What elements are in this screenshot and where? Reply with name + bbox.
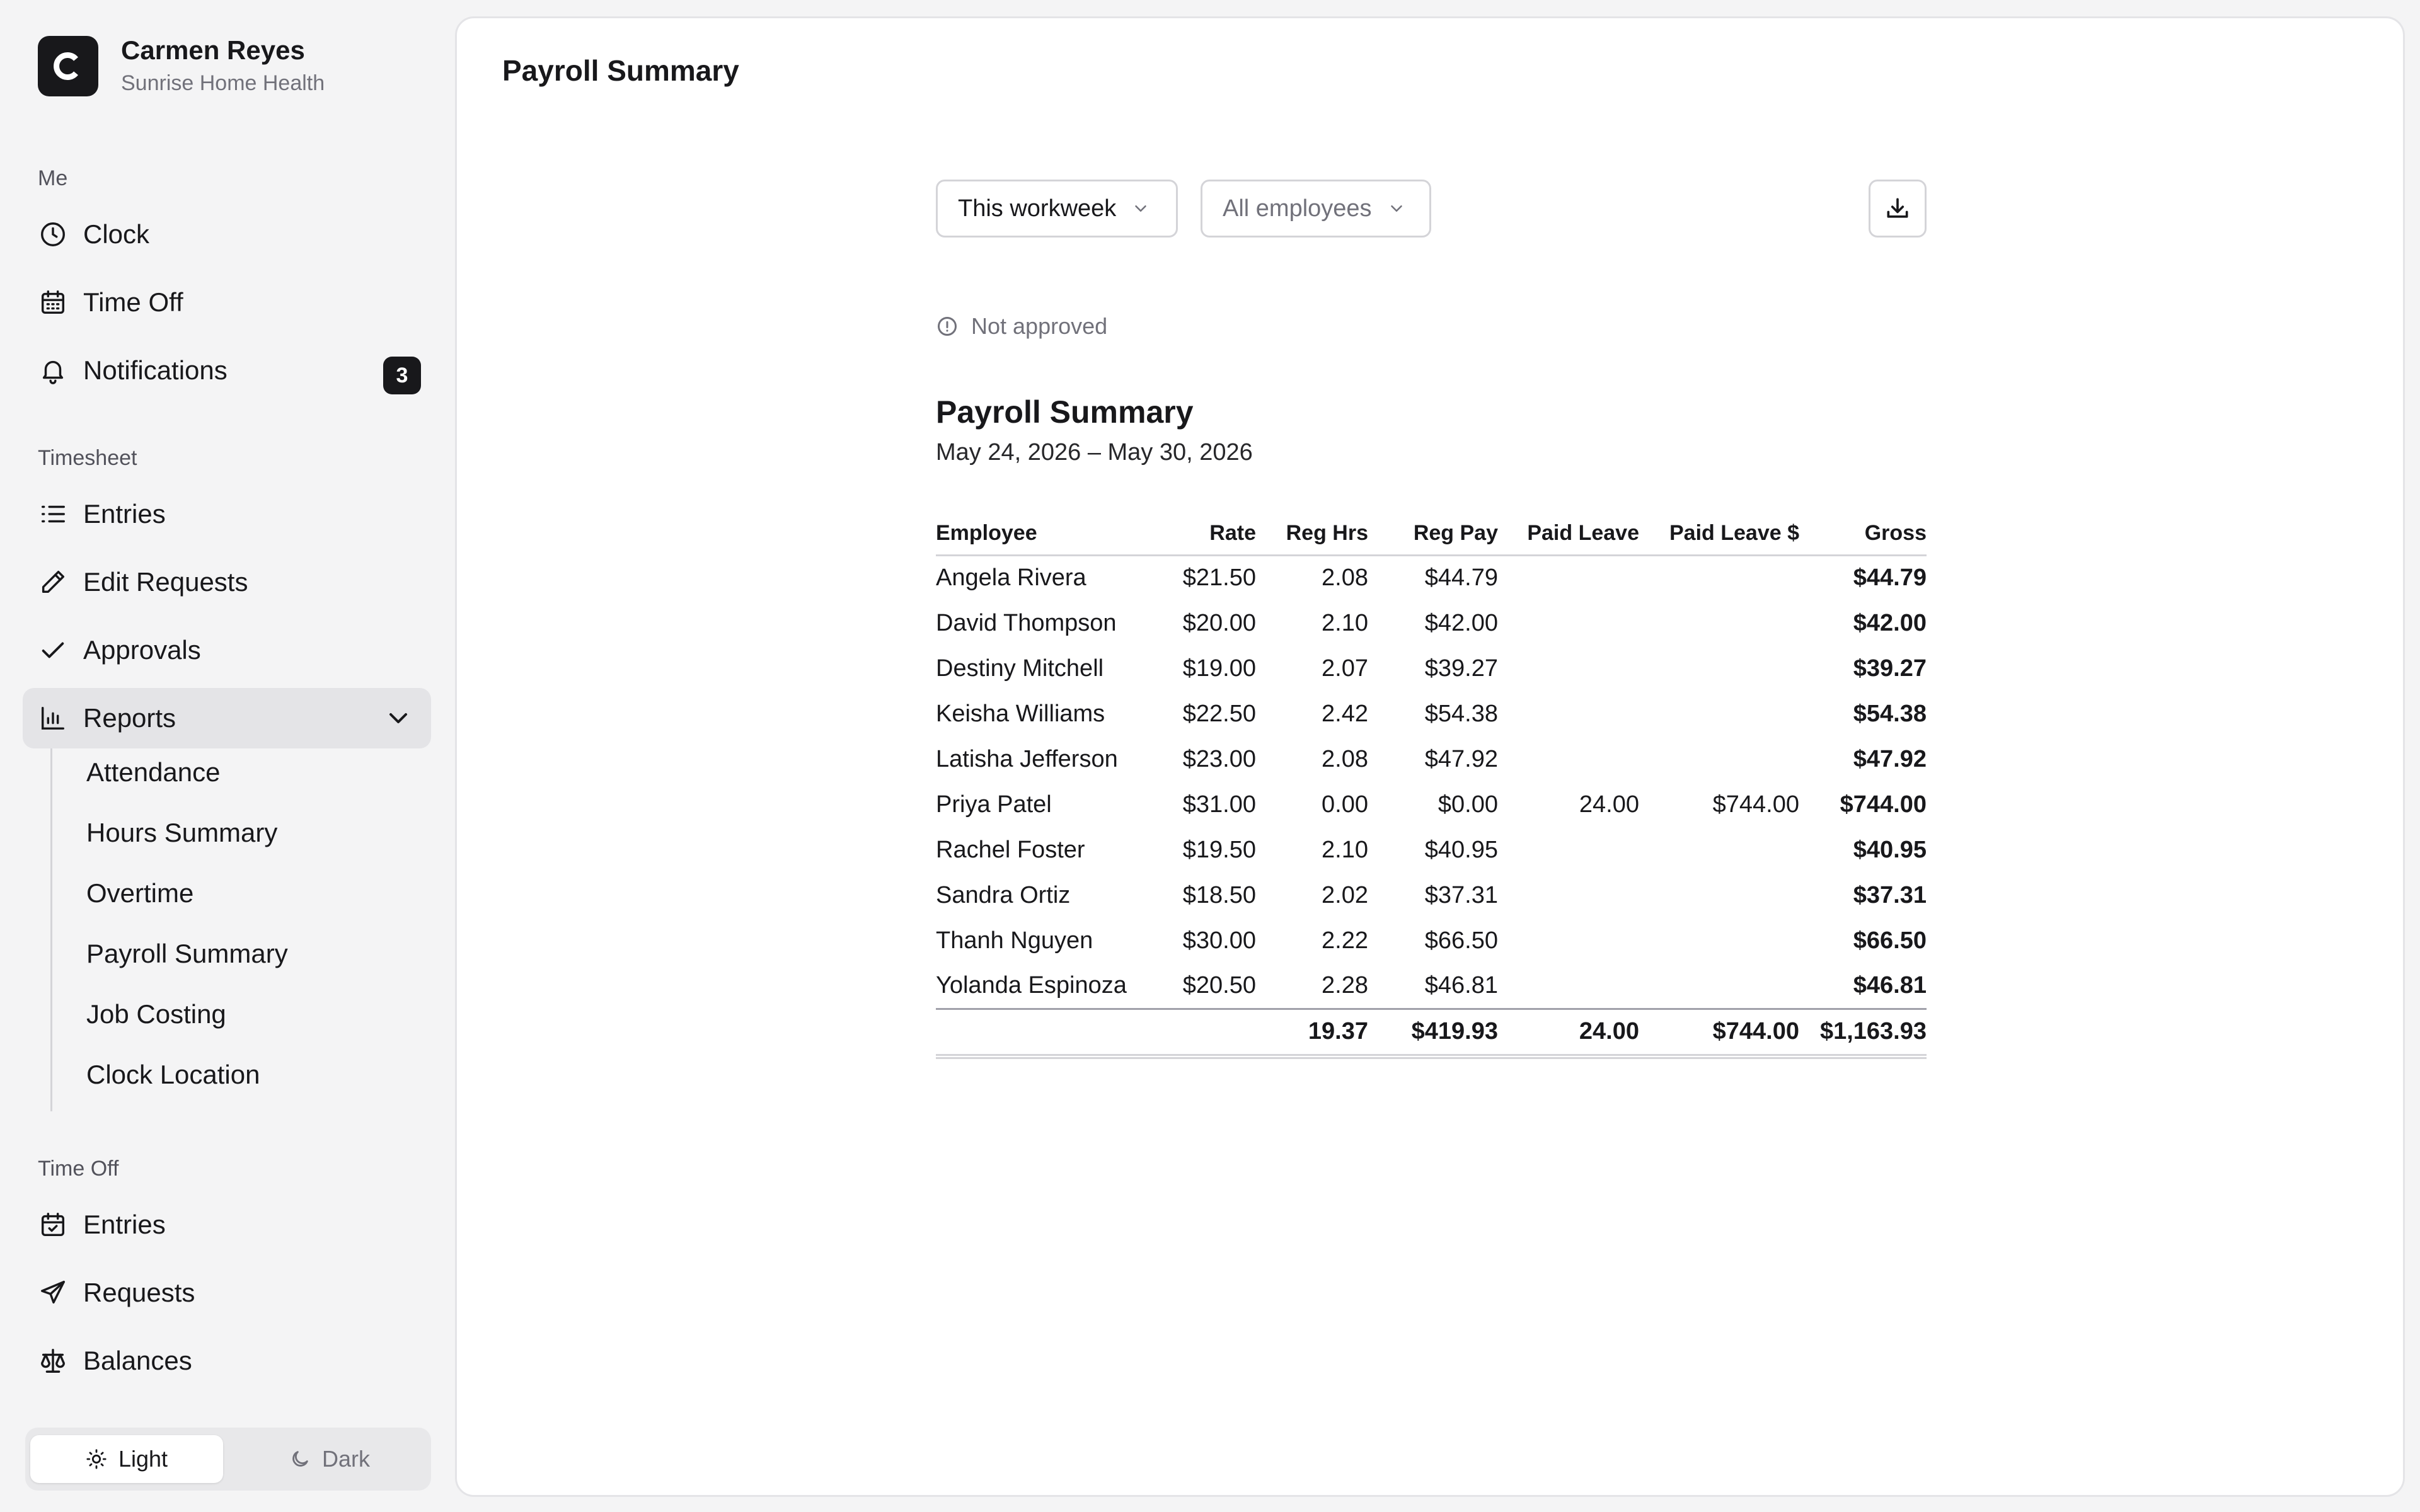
table-cell: $46.81 bbox=[1424, 971, 1498, 999]
nav-item-label: Clock bbox=[83, 219, 150, 249]
table-cell: $31.00 bbox=[1182, 791, 1256, 818]
totals-row bbox=[936, 1009, 1927, 1057]
table-cell bbox=[1498, 963, 1639, 1009]
user-name: Carmen Reyes bbox=[121, 35, 305, 65]
totals-cell bbox=[936, 1009, 1150, 1057]
table-cell: Priya Patel bbox=[936, 791, 1052, 818]
totals-cell: $1,163.93 bbox=[1799, 1009, 1927, 1057]
nav-item-label: Approvals bbox=[83, 635, 201, 665]
alert-circle-icon bbox=[936, 315, 959, 338]
table-row bbox=[936, 736, 1927, 782]
main-content bbox=[455, 16, 2405, 1497]
theme-light-button[interactable] bbox=[30, 1435, 223, 1483]
table-cell: $0.00 bbox=[1438, 791, 1498, 818]
nav-item-reports[interactable] bbox=[23, 688, 431, 748]
theme-dark-button[interactable] bbox=[233, 1435, 426, 1483]
check-icon bbox=[38, 635, 68, 665]
section-label-timesheet: Timesheet bbox=[38, 446, 137, 470]
table-cell: $66.50 bbox=[1853, 927, 1927, 954]
nav-item-timeoff-balances[interactable] bbox=[23, 1331, 431, 1391]
nav-item-label: Balances bbox=[83, 1346, 192, 1375]
nav-item-timeoff-requests[interactable] bbox=[23, 1263, 431, 1323]
table-cell: 2.07 bbox=[1322, 655, 1368, 682]
org-name: Sunrise Home Health bbox=[121, 71, 325, 95]
table-cell: 2.10 bbox=[1322, 836, 1368, 863]
table-cell bbox=[1639, 646, 1799, 691]
notification-count-badge: 3 bbox=[383, 357, 421, 394]
account-header[interactable] bbox=[38, 34, 325, 98]
totals-cell: 24.00 bbox=[1498, 1009, 1639, 1057]
report-title: Payroll Summary bbox=[936, 394, 1194, 430]
nav-item-edit-requests[interactable] bbox=[23, 552, 431, 612]
column-header: Employee bbox=[936, 512, 1150, 555]
table-cell: $21.50 bbox=[1182, 564, 1256, 592]
table-row bbox=[936, 782, 1927, 827]
bell-icon bbox=[38, 355, 68, 386]
table-row bbox=[936, 827, 1927, 873]
table-cell: $40.95 bbox=[1853, 836, 1927, 863]
table-cell: $20.00 bbox=[1182, 609, 1256, 636]
table-cell bbox=[1639, 691, 1799, 736]
table-cell: $20.50 bbox=[1182, 971, 1256, 999]
table-row bbox=[936, 600, 1927, 646]
theme-dark-label: Dark bbox=[321, 1446, 370, 1472]
totals-cell: $744.00 bbox=[1639, 1009, 1799, 1057]
calendar-icon bbox=[38, 287, 68, 318]
table-cell bbox=[1639, 555, 1799, 600]
employee-select-value: All employees bbox=[1223, 195, 1372, 222]
table-cell bbox=[1639, 827, 1799, 873]
table-row bbox=[936, 646, 1927, 691]
column-header: Reg Hrs bbox=[1256, 512, 1368, 555]
table-cell: Yolanda Espinoza bbox=[936, 971, 1127, 999]
theme-light-label: Light bbox=[118, 1446, 168, 1472]
table-cell: 2.28 bbox=[1322, 971, 1368, 999]
table-row bbox=[936, 963, 1927, 1009]
table-cell: $40.95 bbox=[1424, 836, 1498, 863]
nav-item-time-off[interactable] bbox=[23, 272, 431, 333]
table-cell bbox=[1639, 873, 1799, 918]
nav-item-clock[interactable] bbox=[23, 204, 431, 265]
table-cell bbox=[1639, 736, 1799, 782]
table-cell: $54.38 bbox=[1424, 700, 1498, 727]
table-row bbox=[936, 555, 1927, 600]
table-cell: Sandra Ortiz bbox=[936, 881, 1071, 908]
totals-cell: 19.37 bbox=[1256, 1009, 1368, 1057]
table-cell: 0.00 bbox=[1322, 791, 1368, 818]
chevron-down-icon bbox=[1387, 199, 1406, 218]
reports-subnav bbox=[50, 748, 431, 1111]
table-cell: $37.31 bbox=[1853, 881, 1927, 908]
table-cell bbox=[1498, 555, 1639, 600]
table-cell: Latisha Jefferson bbox=[936, 745, 1118, 772]
bar-chart-icon bbox=[38, 703, 68, 733]
table-cell: $744.00 bbox=[1840, 791, 1927, 818]
table-cell: $54.38 bbox=[1853, 700, 1927, 727]
subnav-item-payroll-summary[interactable]: Payroll Summary bbox=[86, 939, 288, 968]
table-cell: Thanh Nguyen bbox=[936, 927, 1093, 954]
nav-item-label: Requests bbox=[83, 1278, 195, 1307]
theme-toggle bbox=[25, 1428, 431, 1491]
company-logo bbox=[38, 36, 98, 96]
table-cell: $42.00 bbox=[1424, 609, 1498, 636]
scale-icon bbox=[38, 1346, 68, 1376]
table-cell: $39.27 bbox=[1853, 655, 1927, 682]
table-cell: 2.42 bbox=[1322, 700, 1368, 727]
table-cell: $47.92 bbox=[1424, 745, 1498, 772]
sidebar bbox=[0, 0, 454, 1512]
table-cell: $19.50 bbox=[1182, 836, 1256, 863]
report-date-range: May 24, 2026 – May 30, 2026 bbox=[936, 439, 1253, 466]
table-row bbox=[936, 873, 1927, 918]
table-cell: $66.50 bbox=[1424, 927, 1498, 954]
table-cell bbox=[1498, 873, 1639, 918]
table-cell bbox=[1639, 918, 1799, 963]
subnav-item-clock-location[interactable]: Clock Location bbox=[86, 1060, 260, 1089]
subnav-item-overtime[interactable]: Overtime bbox=[86, 878, 194, 908]
nav-item-label: Entries bbox=[83, 1210, 166, 1239]
table-cell: $42.00 bbox=[1853, 609, 1927, 636]
chevron-down-icon[interactable] bbox=[383, 703, 413, 733]
nav-item-timesheet-entries[interactable] bbox=[23, 484, 431, 544]
table-cell: $46.81 bbox=[1853, 971, 1927, 999]
table-cell bbox=[1498, 827, 1639, 873]
subnav-item-attendance[interactable]: Attendance bbox=[86, 757, 221, 787]
employee-select[interactable] bbox=[1201, 180, 1431, 238]
payroll-table-body bbox=[936, 555, 1927, 1009]
table-cell: $44.79 bbox=[1853, 564, 1927, 592]
table-header-row bbox=[936, 512, 1927, 555]
section-label-time-off: Time Off bbox=[38, 1157, 119, 1181]
nav-item-timeoff-entries[interactable] bbox=[23, 1194, 431, 1255]
table-cell bbox=[1498, 600, 1639, 646]
table-cell: $37.31 bbox=[1424, 881, 1498, 908]
approval-status-text: Not approved bbox=[971, 313, 1108, 339]
payroll-table bbox=[936, 512, 1927, 1059]
nav-item-label: Reports bbox=[83, 703, 176, 733]
list-icon bbox=[38, 499, 68, 529]
table-cell: $23.00 bbox=[1182, 745, 1256, 772]
table-cell: $39.27 bbox=[1424, 655, 1498, 682]
table-cell bbox=[1498, 918, 1639, 963]
table-cell bbox=[1498, 736, 1639, 782]
page-title: Payroll Summary bbox=[502, 54, 739, 87]
calendar-check-icon bbox=[38, 1210, 68, 1240]
nav-item-approvals[interactable] bbox=[23, 620, 431, 680]
totals-cell: $419.93 bbox=[1368, 1009, 1498, 1057]
table-cell: $19.00 bbox=[1182, 655, 1256, 682]
table-cell: 2.22 bbox=[1322, 927, 1368, 954]
table-row bbox=[936, 918, 1927, 963]
table-cell: Rachel Foster bbox=[936, 836, 1085, 863]
table-cell: $18.50 bbox=[1182, 881, 1256, 908]
logo-c-icon bbox=[49, 47, 87, 85]
nav-item-label: Notifications bbox=[83, 355, 228, 385]
pencil-icon bbox=[38, 567, 68, 597]
table-cell: Keisha Williams bbox=[936, 700, 1105, 727]
nav-item-label: Time Off bbox=[83, 287, 183, 317]
table-row bbox=[936, 691, 1927, 736]
column-header: Gross bbox=[1799, 512, 1927, 555]
table-cell: 24.00 bbox=[1579, 791, 1639, 818]
column-header: Paid Leave $ bbox=[1639, 512, 1799, 555]
send-icon bbox=[38, 1278, 68, 1308]
table-cell: $744.00 bbox=[1712, 791, 1799, 818]
table-cell: Destiny Mitchell bbox=[936, 655, 1104, 682]
table-cell bbox=[1498, 691, 1639, 736]
totals-cell bbox=[1150, 1009, 1256, 1057]
subnav-item-hours-summary[interactable]: Hours Summary bbox=[86, 818, 278, 847]
table-cell bbox=[1498, 646, 1639, 691]
period-select-value: This workweek bbox=[958, 195, 1117, 222]
table-cell: $30.00 bbox=[1182, 927, 1256, 954]
column-header: Rate bbox=[1150, 512, 1256, 555]
table-cell: 2.02 bbox=[1322, 881, 1368, 908]
clock-icon bbox=[38, 219, 68, 249]
approval-status bbox=[936, 313, 1107, 340]
period-select[interactable] bbox=[936, 180, 1178, 238]
table-cell: Angela Rivera bbox=[936, 564, 1086, 592]
table-cell: David Thompson bbox=[936, 609, 1117, 636]
download-button[interactable] bbox=[1869, 180, 1927, 238]
nav-item-label: Edit Requests bbox=[83, 567, 248, 597]
subnav-item-job-costing[interactable]: Job Costing bbox=[86, 999, 226, 1029]
table-cell: $22.50 bbox=[1182, 700, 1256, 727]
nav-item-label: Entries bbox=[83, 499, 166, 529]
sun-icon bbox=[86, 1448, 107, 1470]
table-cell bbox=[1639, 600, 1799, 646]
column-header: Reg Pay bbox=[1368, 512, 1498, 555]
chevron-down-icon bbox=[1131, 199, 1150, 218]
table-cell: $44.79 bbox=[1424, 564, 1498, 592]
download-icon bbox=[1884, 195, 1911, 222]
column-header: Paid Leave bbox=[1498, 512, 1639, 555]
section-label-me: Me bbox=[38, 166, 68, 190]
table-cell: 2.10 bbox=[1322, 609, 1368, 636]
table-cell: 2.08 bbox=[1322, 745, 1368, 772]
moon-icon bbox=[289, 1448, 311, 1470]
table-cell: $47.92 bbox=[1853, 745, 1927, 772]
table-cell: 2.08 bbox=[1322, 564, 1368, 592]
table-cell bbox=[1639, 963, 1799, 1009]
nav-item-notifications[interactable] bbox=[23, 340, 431, 401]
